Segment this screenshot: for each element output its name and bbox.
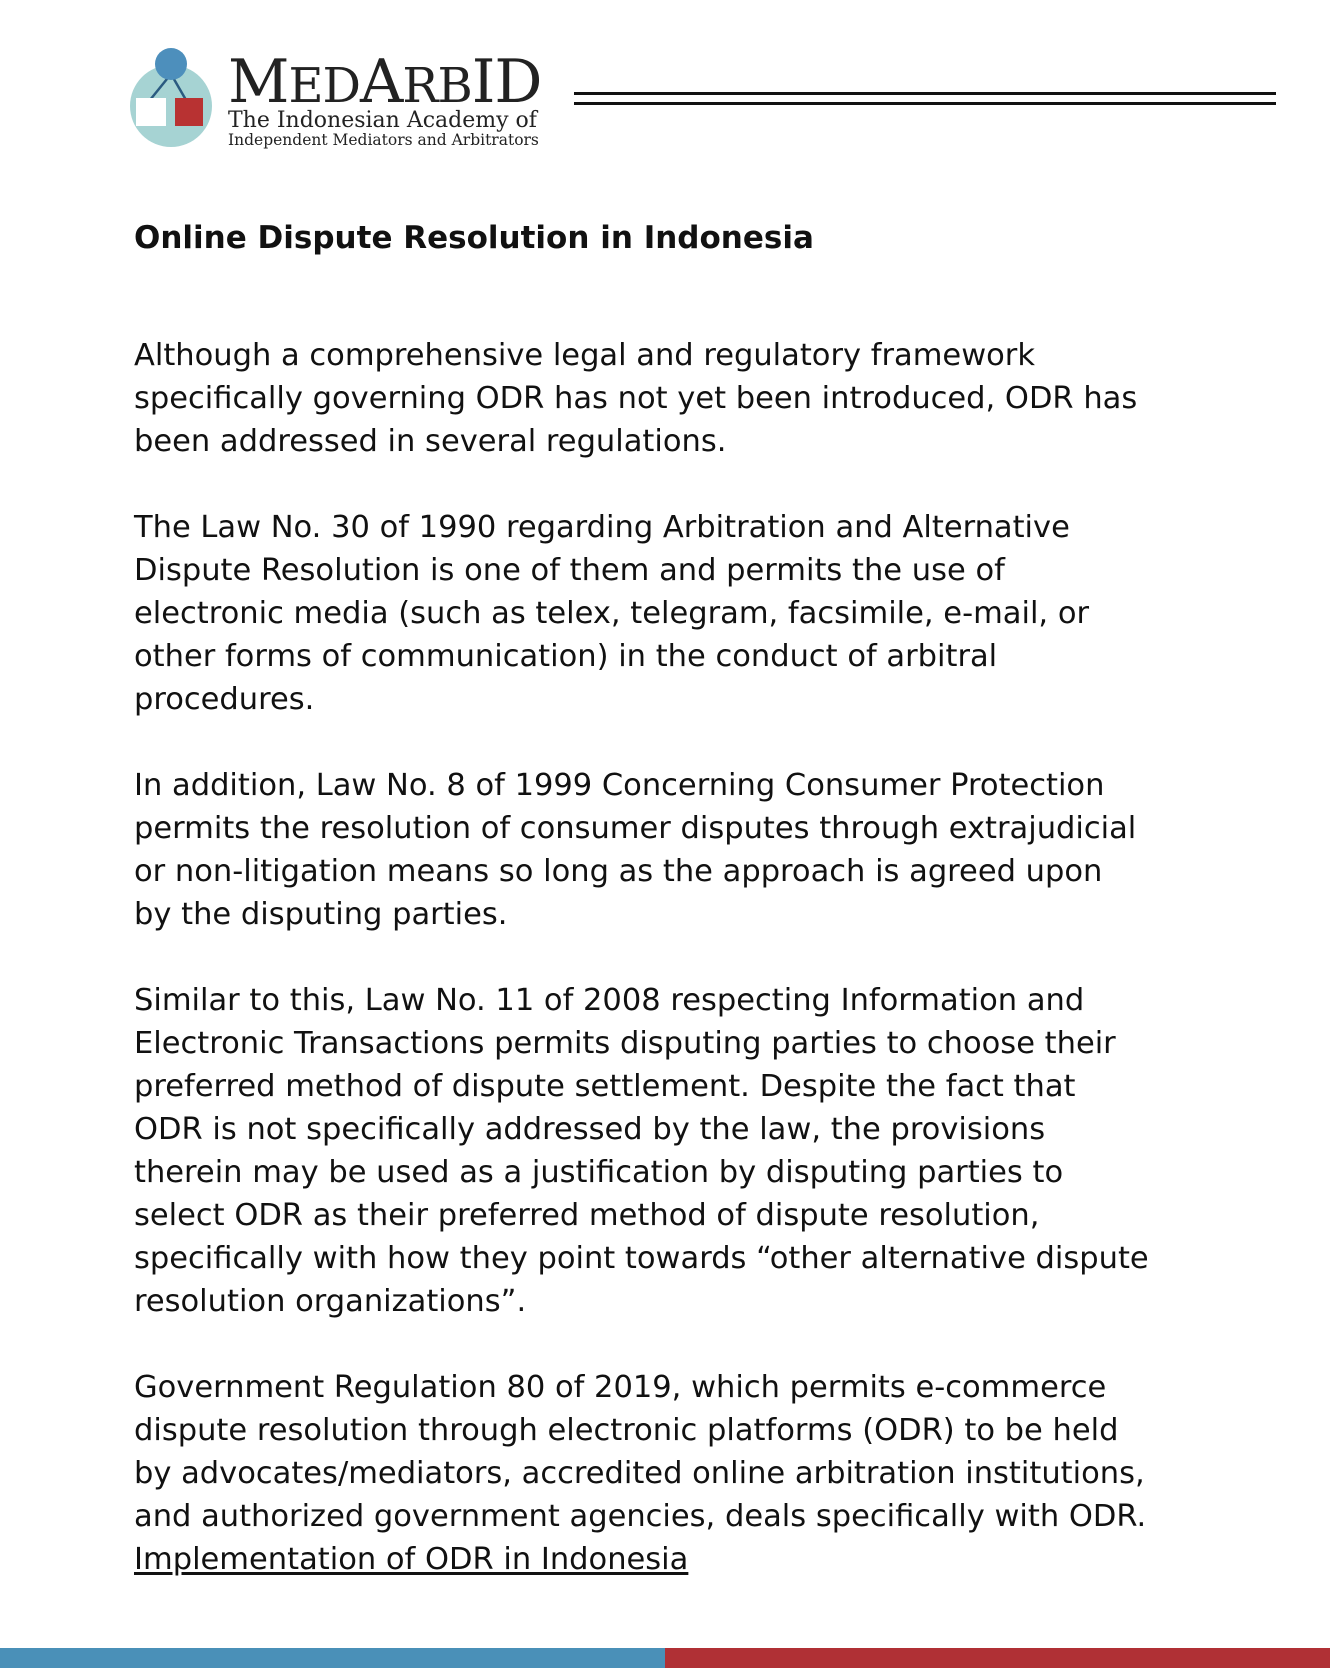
medarbid-logo-icon xyxy=(128,48,214,152)
paragraph-4 xyxy=(134,979,1194,1323)
paragraph-line: Although a comprehensive legal and regulatory framework xyxy=(134,338,1036,373)
document-header xyxy=(0,0,1330,170)
paragraph-line: other forms of communication) in the conduct of arbitral xyxy=(134,639,998,674)
logo-subtitle-line1: The Indonesian Academy of xyxy=(228,108,537,133)
paragraph-1 xyxy=(134,334,1194,463)
paragraph-line: Dispute Resolution is one of them and permits the use of xyxy=(134,553,1005,588)
paragraph-line: In addition, Law No. 8 of 1999 Concerning Consumer Protection xyxy=(134,768,1105,803)
header-rule-top xyxy=(574,92,1276,95)
paragraph-line: electronic media (such as telex, telegram, facsimile, e-mail, or xyxy=(134,596,1090,631)
logo-subtitle-line2: Independent Mediators and Arbitrators xyxy=(228,131,539,149)
paragraph-line: by advocates/mediators, accredited online arbitration institutions, xyxy=(134,1456,1145,1491)
paragraph-line: permits the resolution of consumer disputes through extrajudicial xyxy=(134,811,1137,846)
paragraph-line: by the disputing parties. xyxy=(134,897,508,932)
paragraph-line: and authorized government agencies, deals specifically with ODR. xyxy=(134,1499,1147,1534)
footer-bar-red xyxy=(665,1648,1330,1668)
paragraph-line: preferred method of dispute settlement. Despite the fact that xyxy=(134,1069,1076,1104)
document-title: Online Dispute Resolution in Indonesia xyxy=(134,220,814,256)
paragraph-line: Government Regulation 80 of 2019, which permits e-commerce xyxy=(134,1370,1107,1405)
footer-bar-blue xyxy=(0,1648,665,1668)
footer-color-bar xyxy=(0,1648,1330,1668)
paragraph-3 xyxy=(134,764,1194,936)
paragraph-line: procedures. xyxy=(134,682,315,717)
paragraph-line: Similar to this, Law No. 11 of 2008 respecting Information and xyxy=(134,983,1085,1018)
paragraph-line: ODR is not specifically addressed by the law, the provisions xyxy=(134,1112,1046,1147)
document-body xyxy=(134,210,1194,1581)
paragraph-line: resolution organizations”. xyxy=(134,1284,527,1319)
paragraph-line: specifically governing ODR has not yet been introduced, ODR has xyxy=(134,381,1138,416)
paragraph-line: The Law No. 30 of 1990 regarding Arbitration and Alternative xyxy=(134,510,1070,545)
paragraph-line: been addressed in several regulations. xyxy=(134,424,727,459)
paragraph-line: or non-litigation means so long as the approach is agreed upon xyxy=(134,854,1103,889)
paragraph-line: select ODR as their preferred method of dispute resolution, xyxy=(134,1198,1040,1233)
paragraph-line: dispute resolution through electronic platforms (ODR) to be held xyxy=(134,1413,1119,1448)
logo-wordmark xyxy=(228,47,542,149)
paragraph-line: therein may be used as a justification by disputing parties to xyxy=(134,1155,1064,1190)
implementation-odr-link[interactable]: Implementation of ODR in Indonesia xyxy=(134,1542,689,1577)
paragraph-5 xyxy=(134,1366,1194,1538)
paragraph-line: specifically with how they point towards “other alternative dispute xyxy=(134,1241,1149,1276)
header-rule-bottom xyxy=(574,102,1276,105)
paragraph-line: Electronic Transactions permits disputing parties to choose their xyxy=(134,1026,1116,1061)
logo-name: MEDARBID xyxy=(228,47,542,117)
paragraph-2 xyxy=(134,506,1194,721)
